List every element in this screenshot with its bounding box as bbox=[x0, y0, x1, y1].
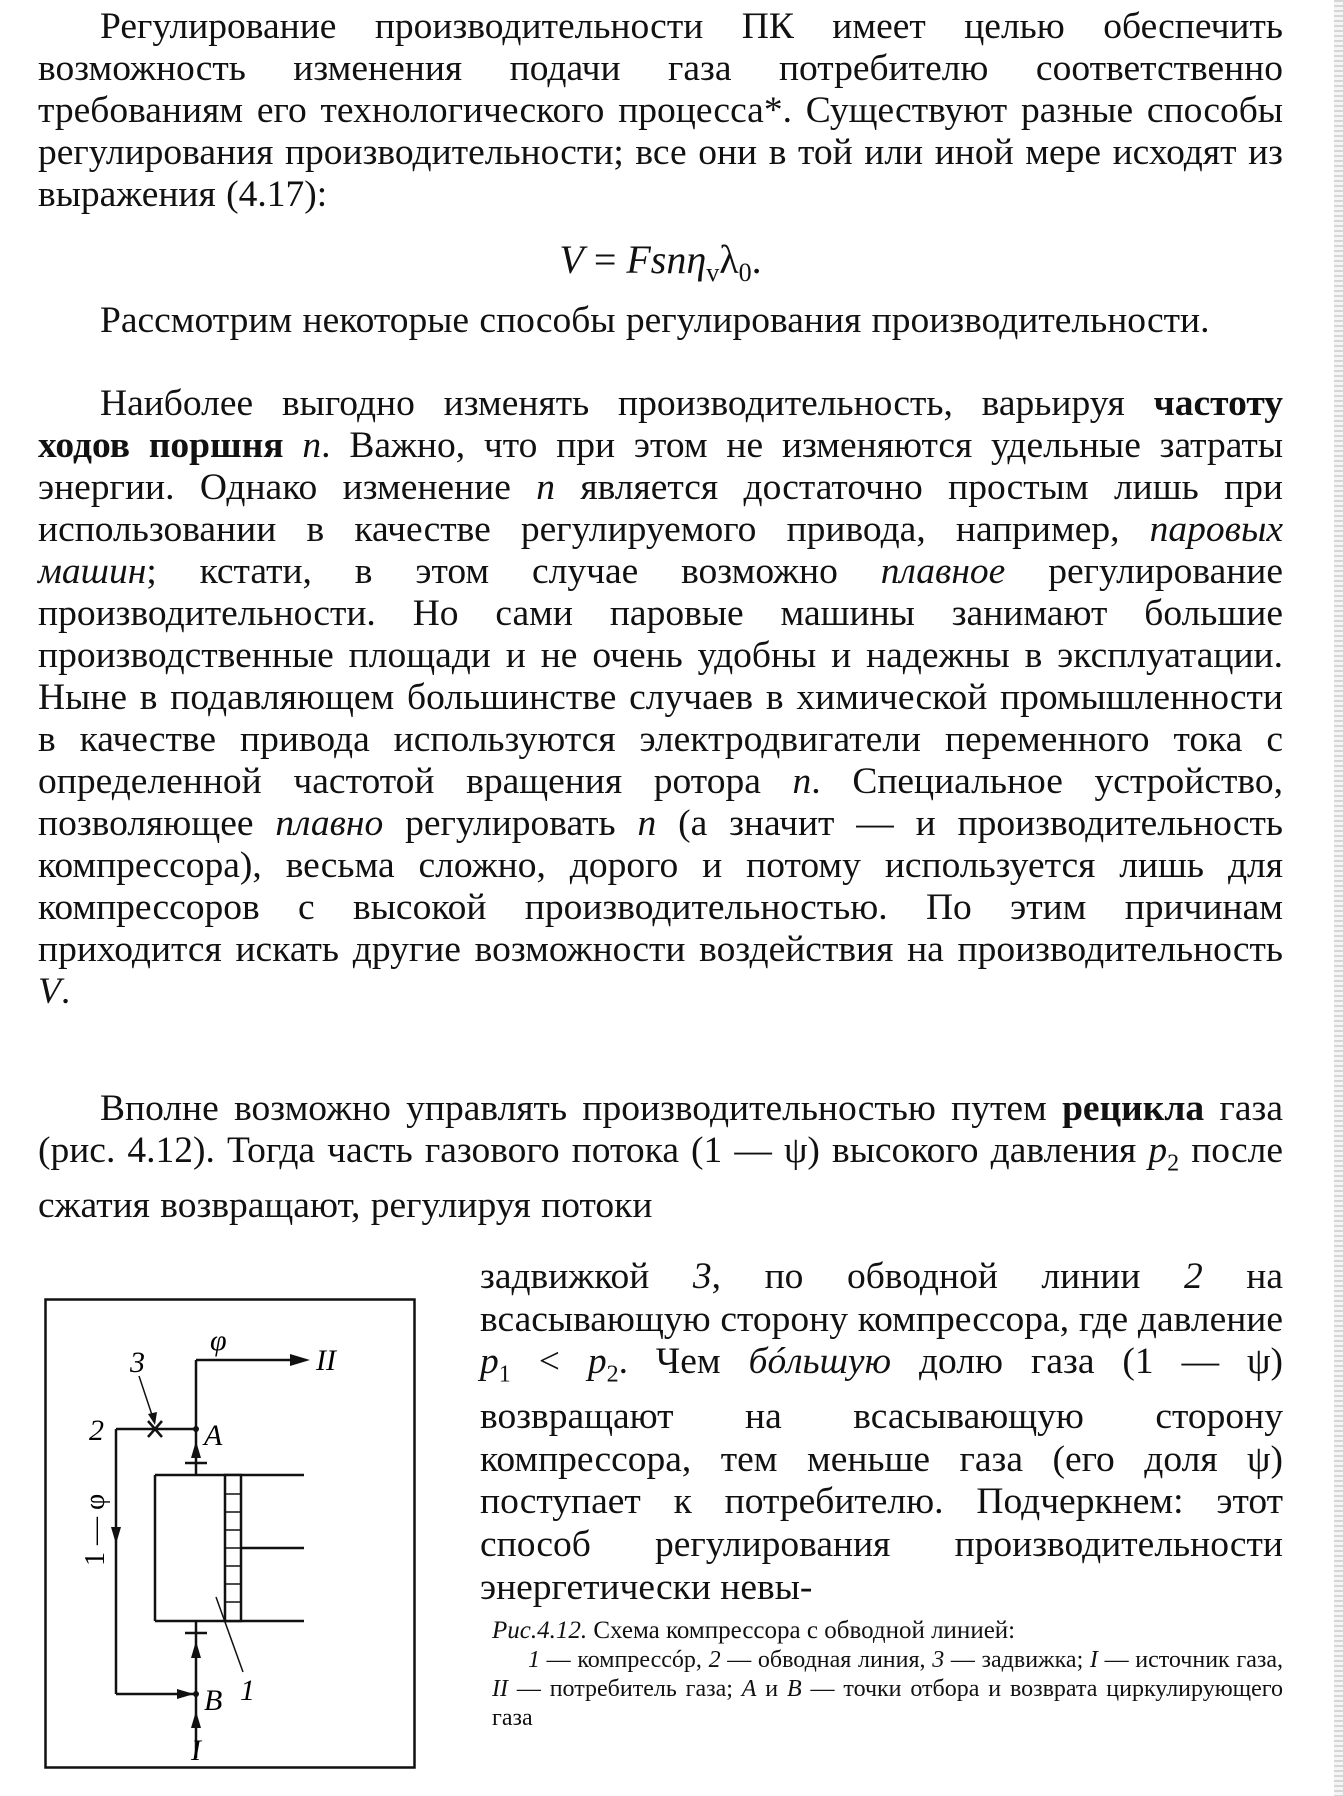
discharge-flow-arrow bbox=[191, 1441, 201, 1458]
figure-compressor-diagram bbox=[44, 1298, 416, 1769]
p3-text-8: регулировать bbox=[383, 803, 638, 844]
wrap-sub-2: 2 bbox=[606, 1361, 619, 1388]
caption-title-line bbox=[492, 1616, 1283, 1646]
label-point-b: B bbox=[204, 1684, 223, 1717]
formula-sub-0: 0 bbox=[738, 258, 752, 287]
wrap-sub-1: 1 bbox=[498, 1361, 511, 1388]
caption-body bbox=[492, 1646, 1283, 1733]
label-source: I bbox=[191, 1734, 201, 1767]
cap-b3: 2 bbox=[708, 1647, 721, 1673]
point-b-dot bbox=[193, 1691, 199, 1697]
label-compressor: 1 bbox=[240, 1674, 255, 1707]
caption-label: Рис.4.12. bbox=[492, 1617, 588, 1644]
p3-italic-steam: паровых машин bbox=[38, 509, 1283, 592]
suction-flow-arrow-lower bbox=[191, 1711, 201, 1728]
paragraph-consider: Рассмотрим некоторые способы регулирования производительности. bbox=[100, 300, 1210, 341]
p4-text-2: газа (рис. 4.12). Тогда часть газового потока (1 — ψ) высокого давления bbox=[38, 1088, 1283, 1171]
paragraph-wrap-text bbox=[480, 1256, 1283, 1609]
cap-b2: — компрессóр, bbox=[540, 1647, 709, 1673]
label-bypass: 2 bbox=[89, 1414, 104, 1447]
p4-text-1: Вполне возможно управлять производительностью путем bbox=[100, 1088, 1063, 1129]
compressor-schematic bbox=[44, 1298, 416, 1769]
p4-italic-p: p bbox=[1148, 1130, 1168, 1171]
cap-b1: 1 bbox=[528, 1647, 540, 1673]
p4-bold-recycle: рецикла bbox=[1062, 1088, 1205, 1129]
p3-italic-n-3: n bbox=[792, 761, 812, 802]
p3-italic-v: V bbox=[38, 971, 61, 1012]
label-point-a: A bbox=[204, 1419, 223, 1452]
suction-flow-arrow-upper bbox=[191, 1641, 201, 1658]
p3-italic-n-1: n bbox=[302, 425, 322, 466]
formula-rhs: Fsnη bbox=[626, 237, 707, 282]
paragraph-recycle bbox=[38, 1088, 1283, 1227]
p3-italic-n-2: n bbox=[536, 467, 555, 508]
p4-sub-2: 2 bbox=[1167, 1150, 1180, 1177]
p3-text-5: ; кстати, в этом случае возможно bbox=[146, 551, 881, 592]
page bbox=[38, 0, 1283, 1796]
label-consumer: II bbox=[316, 1344, 336, 1377]
wrap-text-4: < bbox=[510, 1341, 588, 1383]
p3-text-4: является достаточно простым лишь при использовании в качестве регулируемого привода, например, bbox=[38, 467, 1283, 550]
cap-b7: I bbox=[1089, 1647, 1098, 1673]
p3-bold-term: частоту ходов поршня bbox=[38, 383, 1283, 466]
label-phi: φ bbox=[210, 1324, 227, 1357]
cap-b8: — источник газа, bbox=[1097, 1647, 1284, 1673]
p3-text-10: . bbox=[60, 971, 71, 1012]
consumer-flow-arrow bbox=[290, 1354, 310, 1366]
p3-text-7: . Специальное устройство, позволяющее bbox=[38, 761, 1283, 844]
formula-sub-v: v bbox=[706, 258, 720, 287]
bypass-flow-arrow bbox=[111, 1527, 121, 1544]
figure-caption bbox=[492, 1616, 1283, 1733]
p3-italic-smoothly: плавно bbox=[275, 803, 384, 844]
formula-end: . bbox=[751, 237, 762, 282]
p3-text-2 bbox=[284, 425, 303, 466]
scan-edge-decoration bbox=[1334, 0, 1343, 1796]
wrap-italic-2: 2 bbox=[1183, 1256, 1203, 1297]
p3-text-3: . Важно, что при этом не изменяются удельные затраты энергии. Однако изменение bbox=[38, 425, 1284, 508]
wrap-italic-3: 3 bbox=[692, 1256, 712, 1297]
wrap-text-3: на всасывающую сторону компрессора, где давление bbox=[480, 1256, 1283, 1340]
p4-text-3: после сжатия возвращают, регулируя потоки bbox=[38, 1130, 1283, 1226]
cap-b4: — обводная линия, bbox=[720, 1647, 933, 1673]
cap-b12: и bbox=[756, 1676, 788, 1702]
p3-text-9: (а значит — и производительность компрессора), весьма сложно, дорого и потому используется лишь для компрессоров с высокой производительностью. По этим причинам приходится искать другие возможности воздействия на производительность bbox=[38, 803, 1283, 970]
p3-text-1: Наиболее выгодно изменять производительность, варьируя bbox=[100, 383, 1154, 424]
formula-equals: = bbox=[583, 237, 627, 282]
p3-italic-n-4: n bbox=[637, 803, 657, 844]
formula-lambda: λ bbox=[719, 237, 739, 282]
wrap-text-5: . Чем bbox=[618, 1341, 749, 1383]
wrap-italic-p2: p bbox=[587, 1341, 607, 1383]
p3-italic-smooth: плавное bbox=[880, 551, 1006, 592]
cap-b10: — потребитель газа; bbox=[507, 1676, 742, 1702]
return-flow-arrow bbox=[177, 1689, 194, 1699]
cap-b11: A bbox=[741, 1676, 757, 1702]
wrap-text-2: , по обводной линии bbox=[711, 1256, 1184, 1297]
wrap-italic-p1: p bbox=[480, 1341, 499, 1383]
caption-title: Схема компрессора с обводной линией: bbox=[587, 1617, 1016, 1644]
wrap-text-6: долю газа (1 — ψ) возвращают на всасывающую сторону компрессора, тем меньше газа (его доля ψ) поступает к потребителю. Подчеркнем: этот способ регулирования производительности энергетически невы- bbox=[480, 1341, 1284, 1608]
paragraph-piston-frequency bbox=[38, 383, 1283, 1013]
paragraph-intro: Регулирование производительности ПК имеет целью обеспечить возможность изменения подачи газа потребителю соответственно требованиям его технологического процесса*. Существуют разные способы регулирования производительности; все они в той или иной мере исходят из выражения (4.17): bbox=[38, 6, 1283, 215]
cap-b14: — точки отбора и возврата циркулирующего газа bbox=[492, 1676, 1284, 1731]
cap-b5: 3 bbox=[932, 1647, 945, 1673]
point-a-dot bbox=[193, 1426, 199, 1432]
wrap-text-1: задвижкой bbox=[480, 1256, 693, 1297]
cap-b6: — задвижка; bbox=[944, 1647, 1090, 1673]
cap-b9: II bbox=[492, 1676, 508, 1702]
cap-b13: B bbox=[787, 1676, 802, 1702]
formula-production bbox=[38, 238, 1283, 295]
formula-lhs: V bbox=[559, 237, 584, 282]
wrap-italic-bigger: бóльшую bbox=[748, 1341, 892, 1383]
label-valve: 3 bbox=[130, 1346, 145, 1379]
label-one-minus-phi: 1 — φ bbox=[80, 1493, 111, 1566]
p3-text-6: регулирование производительности. Но сами паровые машины занимают большие производственные площади и не очень удобны и надежны в эксплуатации. Ныне в подавляющем большинстве случаев в химической промышленности в качестве привода используются электродвигатели переменного тока с определенной частотой вращения ротора bbox=[38, 551, 1283, 802]
